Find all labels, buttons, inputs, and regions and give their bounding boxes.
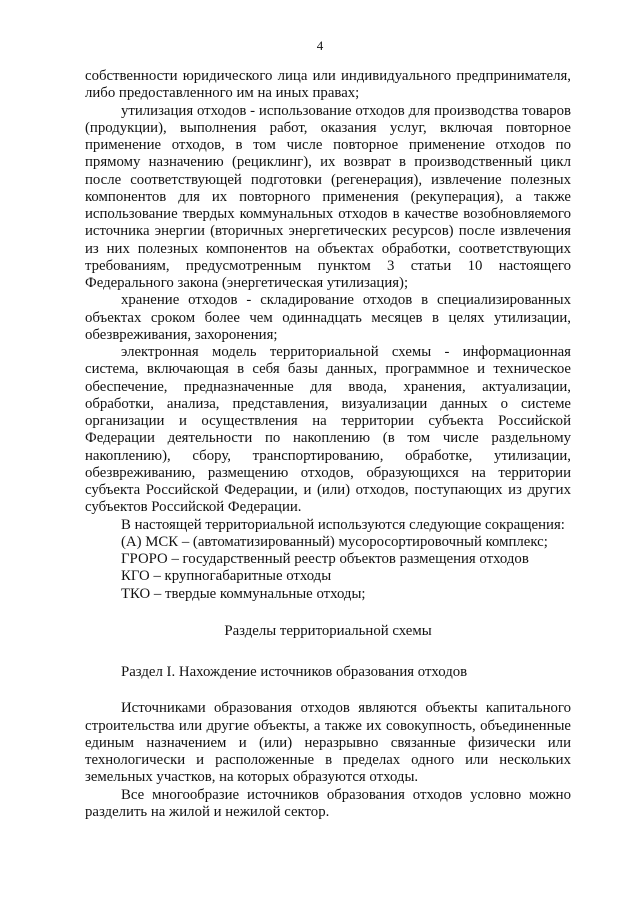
document-body [85, 68, 571, 821]
paragraph-waste-utilization-definition: утилизация отходов - использование отходов для производства товаров (продукции), выполнения работ, оказания услуг, включая повторное применение отходов, в том числе повторное применение отходов по прямому назначению (рециклинг), их возврат в производственный цикл после соответствующей подготовки (регенерация), извлечение полезных компонентов для их повторного применения (рекуперация), а также использование твердых коммунальных отходов в качестве возобновляемого источника энергии (вторичных энергетических ресурсов) после извлечения из них полезных компонентов на объектах обработки, соответствующих требованиям, предусмотренным пунктом 3 статьи 10 настоящего Федерального закона (энергетическая утилизация); [85, 102, 571, 291]
page-number: 4 [316, 38, 324, 53]
paragraph-sectors: Все многообразие источников образования отходов условно можно разделить на жилой и нежилой сектор. [85, 786, 571, 820]
paragraph-electronic-model-definition: электронная модель территориальной схемы - информационная система, включающая в себя базы данных, программное и техническое обеспечение, предназначенные для ввода, хранения, актуализации, обработки, анализа, представления, визуализации данных о системе организации и осуществления на территории субъекта Российской Федерации деятельности по накоплению (в том числе раздельному накоплению), сбору, транспортированию, обработке, утилизации, обезвреживанию, размещению отходов, образующихся на территории субъекта Российской Федерации, и (или) отходов, поступающих из других субъектов Российской Федерации. [85, 344, 571, 516]
abbreviation-item: КГО – крупногабаритные отходы [121, 568, 332, 585]
subsection-heading: Раздел I. Нахождение источников образования отходов [121, 664, 468, 680]
paragraph-property-continuation: собственности юридического лица или индивидуального предпринимателя, либо предоставленного им на иных правах; [85, 68, 571, 102]
paragraph-abbreviations-intro: В настоящей территориальной используются следующие сокращения: [121, 516, 565, 533]
abbreviation-item: (А) МСК – (автоматизированный) мусоросортировочный комплекс; [121, 533, 548, 550]
abbreviation-item: ГРОРО – государственный реестр объектов размещения отходов [121, 551, 529, 567]
paragraph-waste-storage-definition: хранение отходов - складирование отходов в специализированных объектах сроком более чем одиннадцать месяцев в целях утилизации, обезвреживания, захоронения; [85, 292, 571, 343]
abbreviation-item: ТКО – твердые коммунальные отходы; [121, 585, 366, 602]
paragraph-waste-sources: Источниками образования отходов являются объекты капитального строительства или другие объекты, а также их совокупность, объединенные единым назначением и (или) неразрывно связанные физически или технологически и расположенные в пределах одного или нескольких земельных участков, на которых образуются отходы. [85, 700, 571, 786]
abbreviations-list [85, 534, 571, 603]
section-heading: Разделы территориальной схемы [224, 622, 432, 639]
